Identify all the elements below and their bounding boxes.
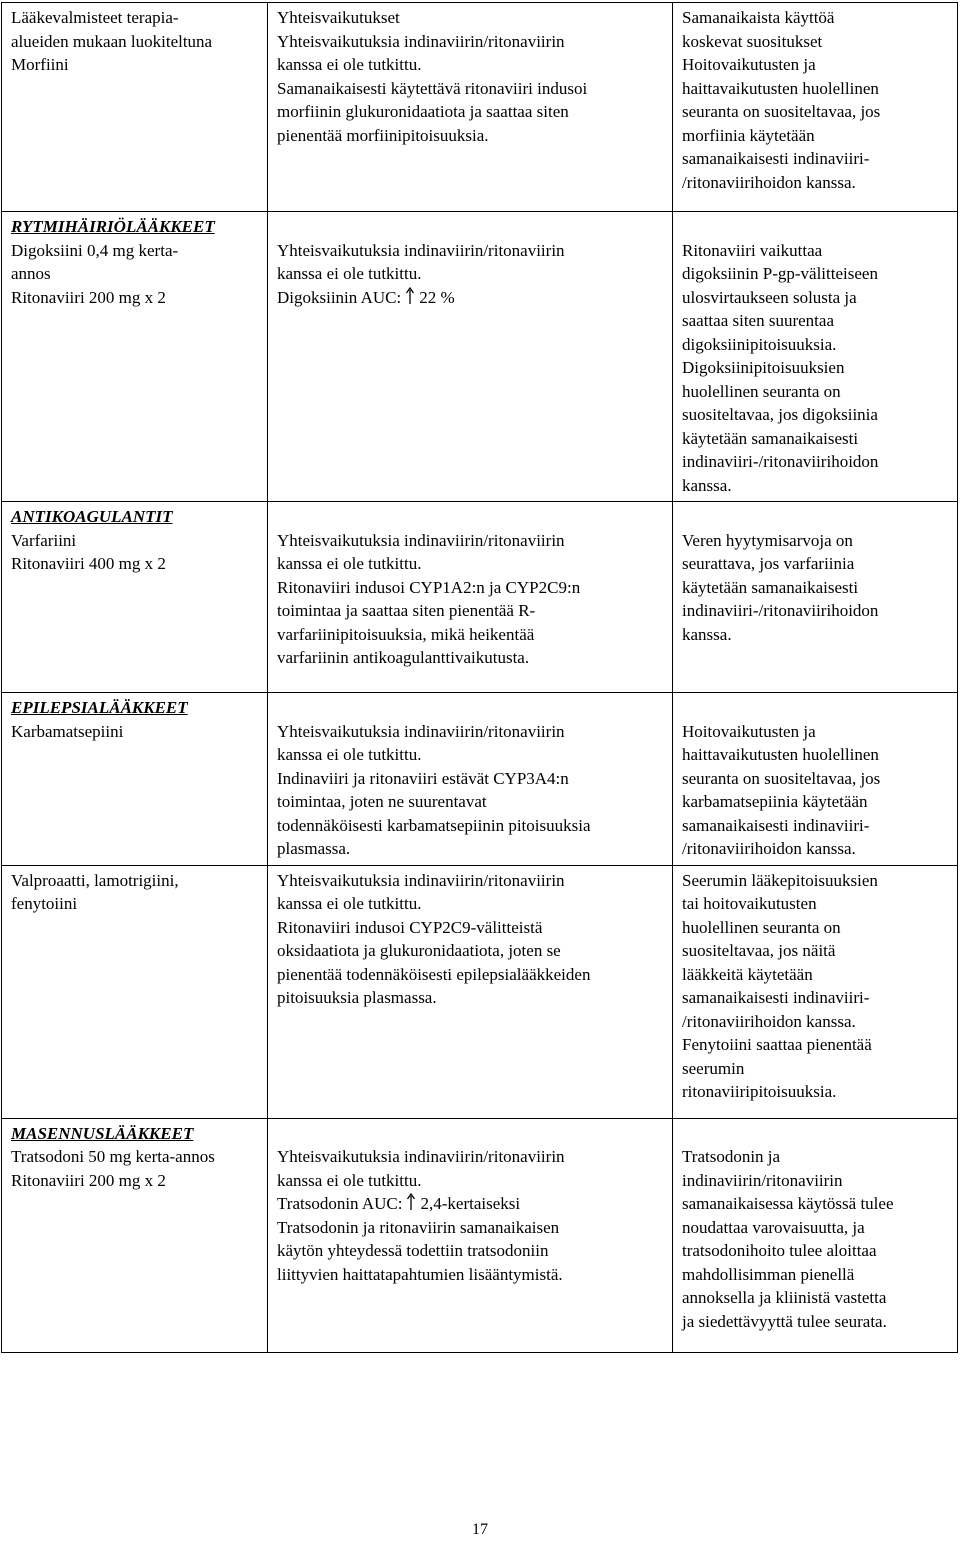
row-col3: Veren hyytymisarvoja on seurattava, jos varfariinia käytetään samanaikaisesti indinaviiri-/ritonaviirihoidon kanssa. <box>673 502 958 693</box>
row-col1: ANTIKOAGULANTIT Varfariini Ritonaviiri 400 mg x 2 <box>2 502 268 693</box>
page-number: 17 <box>472 1521 488 1538</box>
header-col2: Yhteisvaikutukset Yhteisvaikutuksia indinaviirin/ritonaviirin kanssa ei ole tutkittu. Samanaikaisesti käytettävä ritonaviiri indusoi morfiinin glukuronidaatiota ja saattaa siten pienentää morfiinipitoisuuksia. <box>268 3 673 212</box>
row-col2: Yhteisvaikutuksia indinaviirin/ritonaviirin kanssa ei ole tutkittu. Ritonaviiri indusoi CYP1A2:n ja CYP2C9:n toimintaa ja saattaa siten pienentää R- varfariinipitoisuuksia, mikä heikentää varfariinin antikoagulanttivaikutusta. <box>268 502 673 693</box>
table-row <box>2 1118 958 1352</box>
row-col2: Yhteisvaikutuksia indinaviirin/ritonaviirin kanssa ei ole tutkittu. Ritonaviiri indusoi CYP2C9-välitteistä oksidaatiota ja glukuronidaatiota, joten se pienentää todennäköisesti epilepsialääkkeiden pitoisuuksia plasmassa. <box>268 865 673 1118</box>
row-col1: RYTMIHÄIRIÖLÄÄKKEET Digoksiini 0,4 mg kerta- annos Ritonaviiri 200 mg x 2 <box>2 212 268 502</box>
row-col3: Seerumin lääkepitoisuuksien tai hoitovaikutusten huolellinen seuranta on suositeltavaa, jos näitä lääkkeitä käytetään samanaikaisesti indinaviiri- /ritonaviirihoidon kanssa. Fenytoiini saattaa pienentää seerumin ritonaviiripitoisuuksia. <box>673 865 958 1118</box>
row-col1: Valproaatti, lamotrigiini, fenytoiini <box>2 865 268 1118</box>
up-arrow-icon <box>405 287 415 305</box>
up-arrow-icon <box>406 1193 416 1211</box>
row-col2: Yhteisvaikutuksia indinaviirin/ritonaviirin kanssa ei ole tutkittu. Digoksiinin AUC: 22 % <box>268 212 673 502</box>
row-col2: Yhteisvaikutuksia indinaviirin/ritonaviirin kanssa ei ole tutkittu. Indinaviiri ja ritonaviiri estävät CYP3A4:n toimintaa, joten ne suurentavat todennäköisesti karbamatsepiinin pitoisuuksia plasmassa. <box>268 693 673 866</box>
row-col3: Ritonaviiri vaikuttaa digoksiinin P-gp-välitteiseen ulosvirtaukseen solusta ja saattaa siten suurentaa digoksiinipitoisuuksia. Digoksiinipitoisuuksien huolellinen seuranta on suositeltavaa, jos digoksiinia käytetään samanaikaisesti indinaviiri-/ritonaviirihoidon kanssa. <box>673 212 958 502</box>
category-heading: ANTIKOAGULANTIT <box>11 507 173 526</box>
row-col1: MASENNUSLÄÄKKEET Tratsodoni 50 mg kerta-annos Ritonaviiri 200 mg x 2 <box>2 1118 268 1352</box>
table-row <box>2 865 958 1118</box>
interaction-table <box>1 2 958 1353</box>
table-row <box>2 212 958 502</box>
row-col1: EPILEPSIALÄÄKKEET Karbamatsepiini <box>2 693 268 866</box>
category-heading: EPILEPSIALÄÄKKEET <box>11 698 188 717</box>
drug-name: Morfiini <box>11 55 69 74</box>
row-col2: Yhteisvaikutuksia indinaviirin/ritonaviirin kanssa ei ole tutkittu. Tratsodonin AUC: 2,4-kertaiseksi Tratsodonin ja ritonaviirin samanaikaisen käytön yhteydessä todettiin tratsodoniin liittyvien haittatapahtumien lisääntymistä. <box>268 1118 673 1352</box>
category-heading: MASENNUSLÄÄKKEET <box>11 1123 194 1143</box>
header-col1: Lääkevalmisteet terapia- alueiden mukaan luokiteltuna Morfiini <box>2 3 268 212</box>
table-row <box>2 693 958 866</box>
row-col3: Hoitovaikutusten ja haittavaikutusten huolellinen seuranta on suositeltavaa, jos karbamatsepiinia käytetään samanaikaisesti indinaviiri- /ritonaviirihoidon kanssa. <box>673 693 958 866</box>
table-row <box>2 3 958 212</box>
header-col3: Samanaikaista käyttöä koskevat suositukset Hoitovaikutusten ja haittavaikutusten huolellinen seuranta on suositeltavaa, jos morfiinia käytetään samanaikaisesti indinaviiri- /ritonaviirihoidon kanssa. <box>673 3 958 212</box>
row-col3: Tratsodonin ja indinaviirin/ritonaviirin samanaikaisessa käytössä tulee noudattaa varovaisuutta, ja tratsodonihoito tulee aloittaa mahdollisimman pienellä annoksella ja kliinistä vastetta ja siedettävyyttä tulee seurata. <box>673 1118 958 1352</box>
table-row <box>2 502 958 693</box>
category-heading: RYTMIHÄIRIÖLÄÄKKEET <box>11 217 215 236</box>
